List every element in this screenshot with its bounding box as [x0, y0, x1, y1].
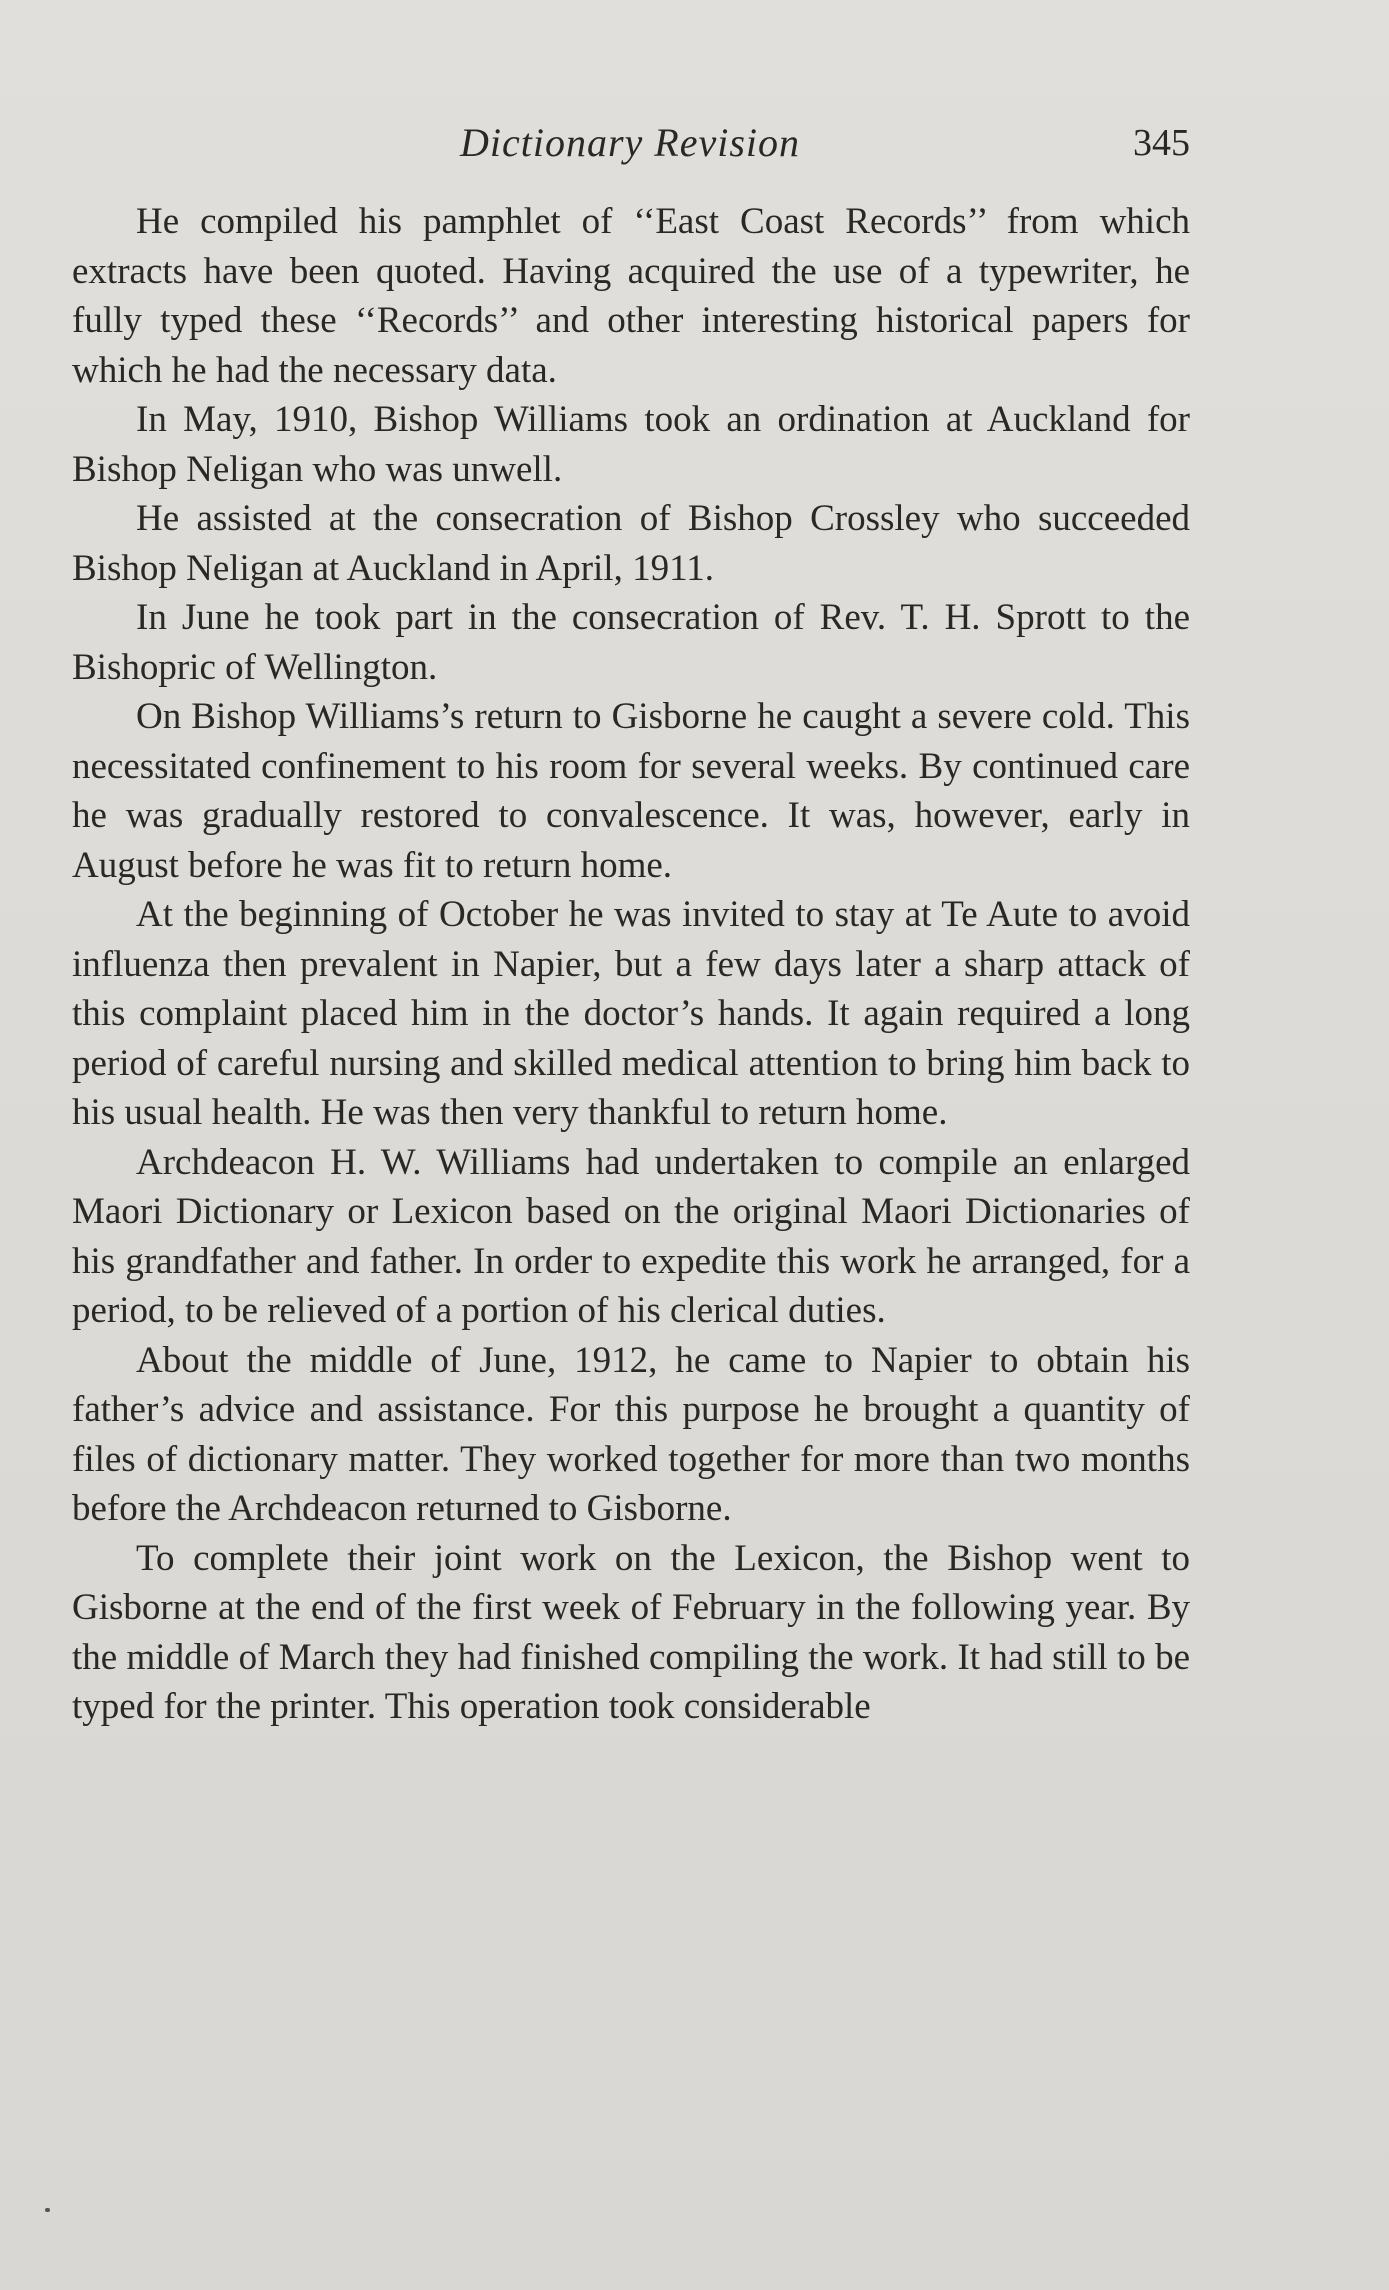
paragraph: He compiled his pamphlet of ‘‘East Coast Records’’ from which extracts have been quoted. Having acquired the use of a typewriter, he fully typed these ‘‘Records’’ and other interesting historical papers for which he had the necessary data.: [72, 201, 1190, 391]
paragraph: Archdeacon H. W. Williams had undertaken to compile an enlarged Maori Dictionary or Lexicon based on the original Maori Dictionaries of his grandfather and father. In order to expedite this work he arranged, for a period, to be relieved of a portion of his clerical duties.: [72, 1141, 1190, 1331]
paragraph: To complete their joint work on the Lexicon, the Bishop went to Gisborne at the end of the first week of February in the following year. By the middle of March they had finished compiling the work. It had still to be typed for the printer. This operation took considerable: [72, 1537, 1190, 1727]
running-title: Dictionary Revision: [459, 120, 801, 165]
paragraph: In June he took part in the consecration of Rev. T. H. Sprott to the Bishopric of Wellington.: [72, 597, 1190, 688]
body-text: [72, 197, 1190, 1732]
paragraph: He assisted at the consecration of Bishop Crossley who succeeded Bishop Neligan at Auckland in April, 1911.: [72, 498, 1190, 589]
ink-speck: [45, 2208, 50, 2212]
paragraph: In May, 1910, Bishop Williams took an ordination at Auckland for Bishop Neligan who was unwell.: [72, 399, 1190, 490]
page-number: 345: [1133, 122, 1190, 164]
paragraph: At the beginning of October he was invited to stay at Te Aute to avoid influenza then prevalent in Napier, but a few days later a sharp attack of this complaint placed him in the doctor’s hands. It again required a long period of careful nursing and skilled medical attention to bring him back to his usual health. He was then very thankful to return home.: [72, 894, 1190, 1133]
paragraph: About the middle of June, 1912, he came to Napier to obtain his father’s advice and assistance. For this purpose he brought a quantity of files of dictionary matter. They worked together for more than two months before the Archdeacon returned to Gisborne.: [72, 1339, 1190, 1529]
page-header: [70, 118, 1190, 168]
paragraph: On Bishop Williams’s return to Gisborne he caught a severe cold. This necessitated confinement to his room for several weeks. By continued care he was gradually restored to convalescence. It was, however, early in August before he was fit to return home.: [72, 696, 1190, 886]
